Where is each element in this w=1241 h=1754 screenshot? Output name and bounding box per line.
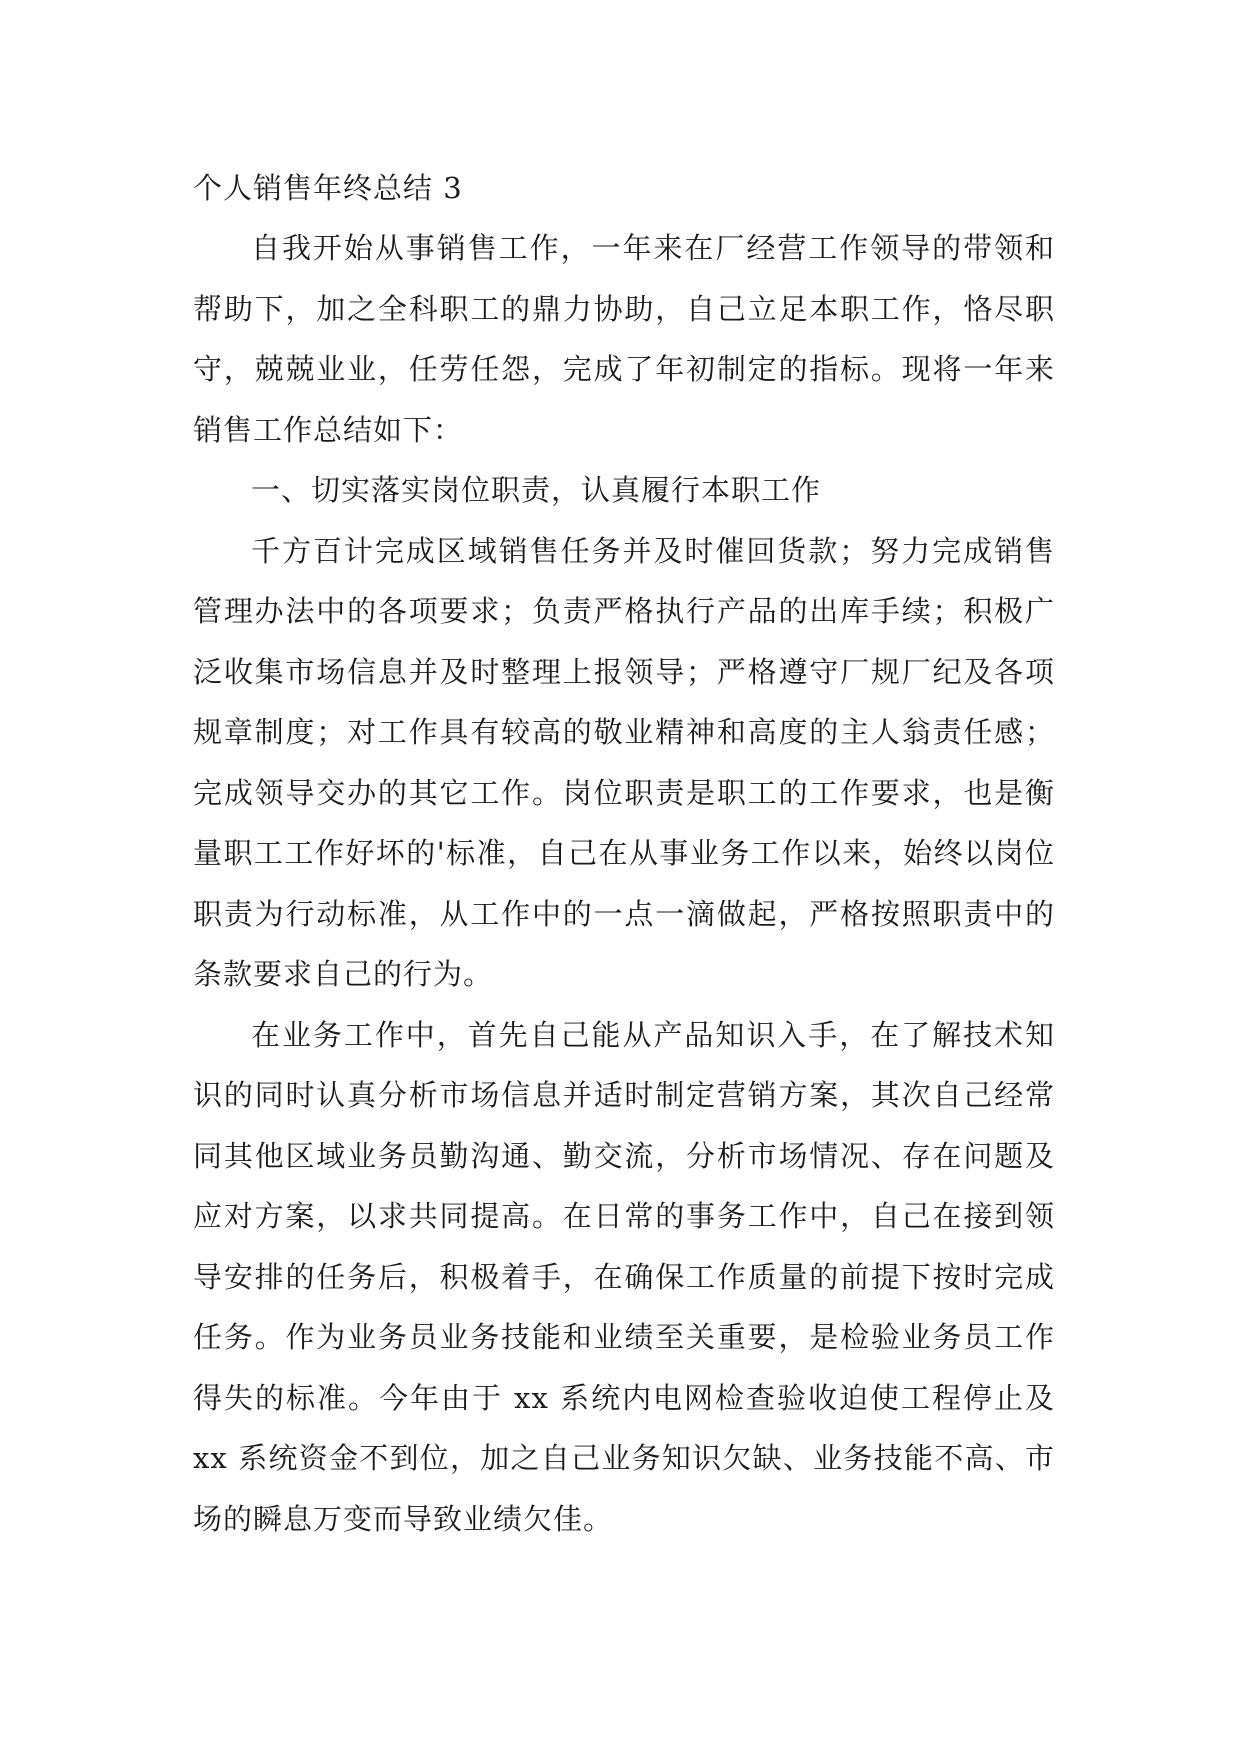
document-title: 个人销售年终总结 3 xyxy=(193,171,463,205)
section-heading-1: 一、切实落实岗位职责，认真履行本职工作 xyxy=(251,473,822,507)
document-body xyxy=(193,158,1055,1549)
paragraph-business-work: 在业务工作中，首先自己能从产品知识入手，在了解技术知识的同时认真分析市场信息并适时制定营销方案，其次自己经常同其他区域业务员勤沟通、勤交流，分析市场情况、存在问题及应对方案，以求共同提高。在日常的事务工作中，自己在接到领导安排的任务后，积极着手，在确保工作质量的前提下按时完成任务。作为业务员业务技能和业绩至关重要，是检验业务员工作得失的标准。今年由于 xx 系统内电网检查验收迫使工程停止及 xx 系统资金不到位，加之自己业务知识欠缺、业务技能不高、市场的瞬息万变而导致业绩欠佳。 xyxy=(193,1017,1055,1536)
paragraph-intro: 自我开始从事销售工作，一年来在厂经营工作领导的带领和帮助下，加之全科职工的鼎力协助，自己立足本职工作，恪尽职守，兢兢业业，任劳任怨，完成了年初制定的指标。现将一年来销售工作总结如下： xyxy=(193,231,1055,447)
paragraph-duties: 千方百计完成区域销售任务并及时催回货款；努力完成销售管理办法中的各项要求；负责严格执行产品的出库手续；积极广泛收集市场信息并及时整理上报领导；严格遵守厂规厂纪及各项规章制度；对工作具有较高的敬业精神和高度的主人翁责任感；完成领导交办的其它工作。岗位职责是职工的工作要求，也是衡量职工工作好坏的'标准，自己在从事业务工作以来，始终以岗位职责为行动标准，从工作中的一点一滴做起，严格按照职责中的条款要求自己的行为。 xyxy=(193,533,1055,991)
